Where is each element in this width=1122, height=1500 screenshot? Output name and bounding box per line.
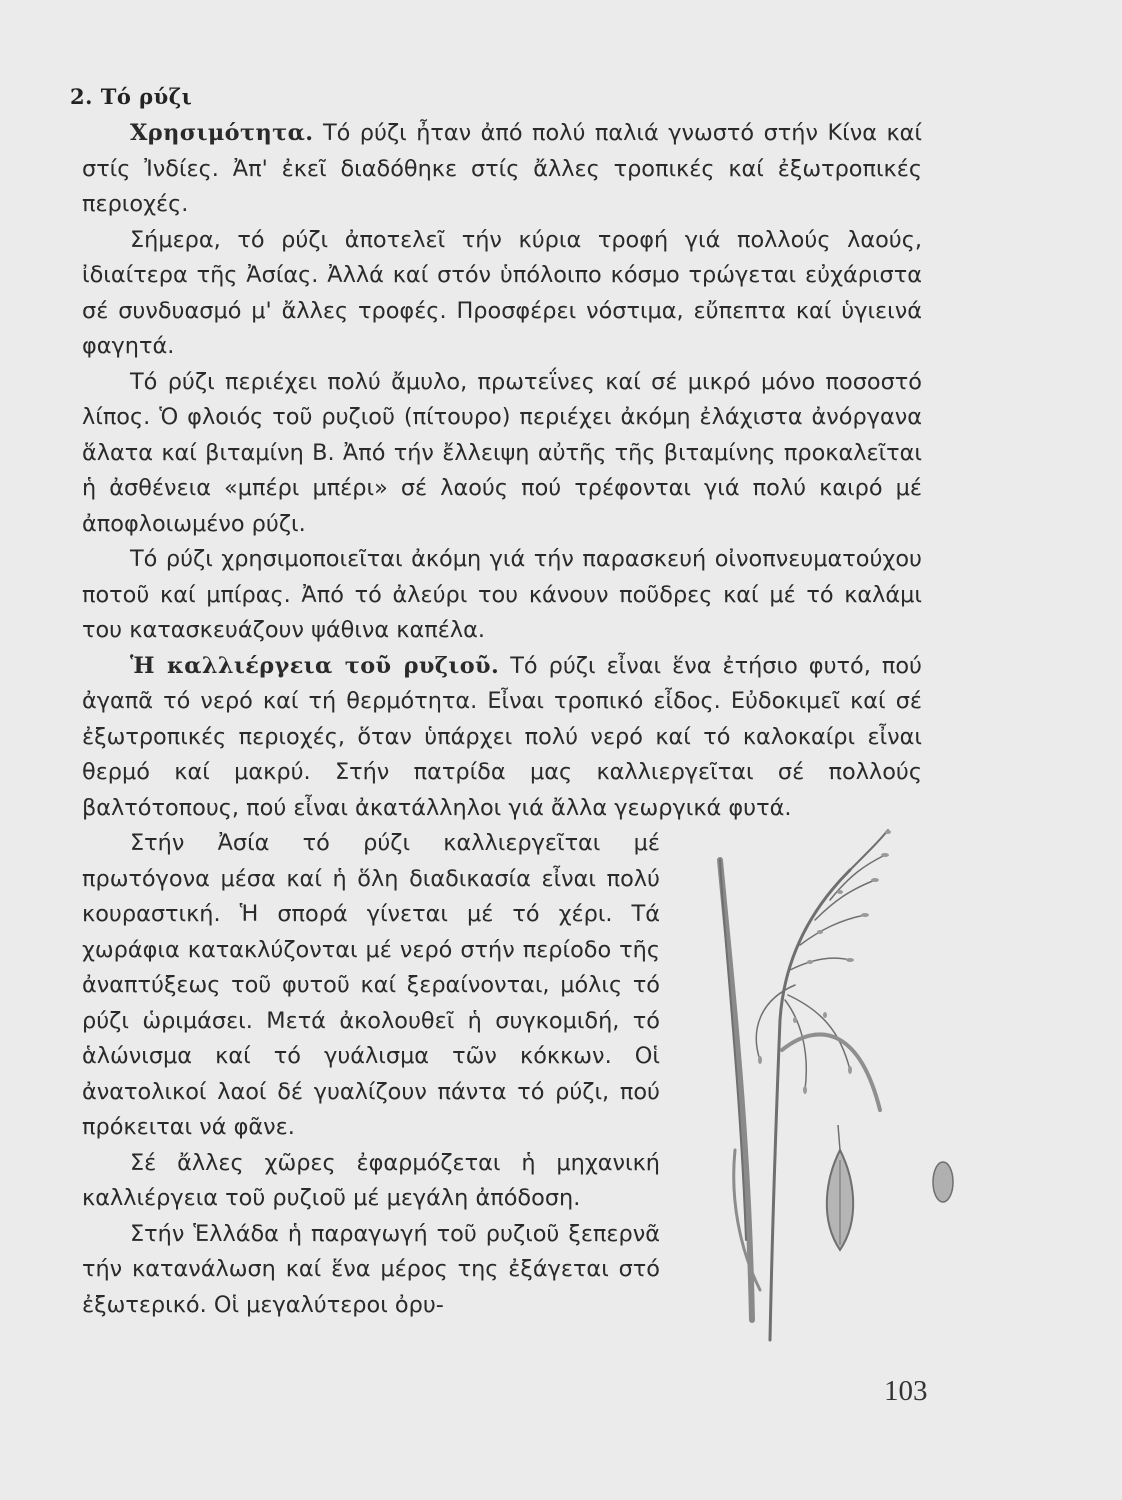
heading-usefulness: Χρησιμότητα. — [130, 120, 314, 146]
paragraph-text: Τό ρύζι εἶναι ἕνα ἐτήσιο φυτό, πού ἀγαπᾶ τό νερό καί τή θερμότητα. Εἶναι τροπικό εἶδος. Εὐδοκιμεῖ καί σέ ἐξωτροπικές περιοχές, ὅταν ὑπάρχει πολύ νερό καί τό καλοκαίρι εἶναι θερμό καί μακρύ. Στήν πατρίδα μας καλλιεργεῖται σέ πολλούς βαλτότοπους, πού εἶναι ἀκατάλληλοι γιά ἄλλα γεωργικά φυτά. — [82, 652, 922, 821]
paragraph-nutrition: Τό ρύζι περιέχει πολύ ἄμυλο, πρωτεΐνες καί σέ μικρό μόνο ποσοστό λίπος. Ὁ φλοιός τοῦ ρυζιοῦ (πίτουρο) περιέχει ἀκόμη ἐλάχιστα ἀνόργανα ἅλατα καί βιταμίνη Β. Ἀπό τήν ἔλλειψη αὐτῆς τῆς βιταμίνης προκαλεῖται ἡ ἀσθένεια «μπέρι μπέρι» σέ λαούς πού τρέφονται γιά πολύ καιρό μέ ἀποφλοιωμένο ρύζι. — [82, 368, 922, 537]
paragraph-text: Τό ρύζι ἦταν ἀπό πολύ παλιά γνωστό στήν Κίνα καί στίς Ἰνδίες. Ἀπ' ἐκεῖ διαδόθηκε στίς ἄλλες τροπικές καί ἐξωτροπικές περιοχές. — [82, 120, 922, 217]
paragraph-mechanical: Σέ ἄλλες χῶρες ἐφαρμόζεται ἡ μηχανική καλλιέργεια τοῦ ρυζιοῦ μέ μεγάλη ἀπόδοση. — [82, 1149, 660, 1211]
heading-cultivation: Ἡ καλλιέργεια τοῦ ρυζιοῦ. — [130, 652, 500, 679]
paragraph-cultivation — [82, 649, 922, 827]
paragraph-greece: Στήν Ἑλλάδα ἡ παραγωγή τοῦ ρυζιοῦ ξεπερνᾶ τήν κατανάλωση καί ἕνα μέρος της ἐξάγεται στό ἐξωτερικό. Οἱ μεγαλύτεροι ὀρυ- — [82, 1220, 660, 1318]
rice-plant-illustration — [700, 820, 1020, 1360]
page-number: 103 — [884, 1375, 928, 1407]
paragraph-asia: Στήν Ἀσία τό ρύζι καλλιεργεῖται μέ πρωτόγονα μέσα καί ἡ ὅλη διαδικασία εἶναι πολύ κουραστική. Ἡ σπορά γίνεται μέ τό χέρι. Τά χωράφια κατακλύζονται μέ νερό στήν περίοδο τῆς ἀναπτύξεως τοῦ φυτοῦ καί ξεραίνονται, μόλις τό ρύζι ὡριμάσει. Μετά ἀκολουθεῖ ἡ συγκομιδή, τό ἁλώνισμα καί τό γυάλισμα τῶν κόκκων. Οἱ ἀνατολικοί λαοί δέ γυαλίζουν πάντα τό ρύζι, πού πρόκειται νά φᾶνε. — [82, 830, 660, 1140]
paragraph-food: Σήμερα, τό ρύζι ἀποτελεῖ τήν κύρια τροφή γιά πολλούς λαούς, ἰδιαίτερα τῆς Ἀσίας. Ἀλλά καί στόν ὑπόλοιπο κόσμο τρώγεται εὐχάριστα σέ συνδυασμό μ' ἄλλες τροφές. Προσφέρει νόστιμα, εὔπεπτα καί ὑγιεινά φαγητά. — [82, 226, 922, 359]
paragraph-usefulness — [82, 116, 922, 223]
grain-detail-illustration — [827, 1125, 953, 1250]
paragraph-other-uses: Τό ρύζι χρησιμοποιεῖται ἀκόμη γιά τήν παρασκευή οἰνοπνευματούχου ποτοῦ καί μπίρας. Ἀπό τό ἀλεύρι του κάνουν ποῦδρες καί μέ τό καλάμι του κατασκευάζουν ψάθινα καπέλα. — [82, 546, 922, 643]
section-title: 2. Τό ρύζι — [70, 84, 193, 109]
